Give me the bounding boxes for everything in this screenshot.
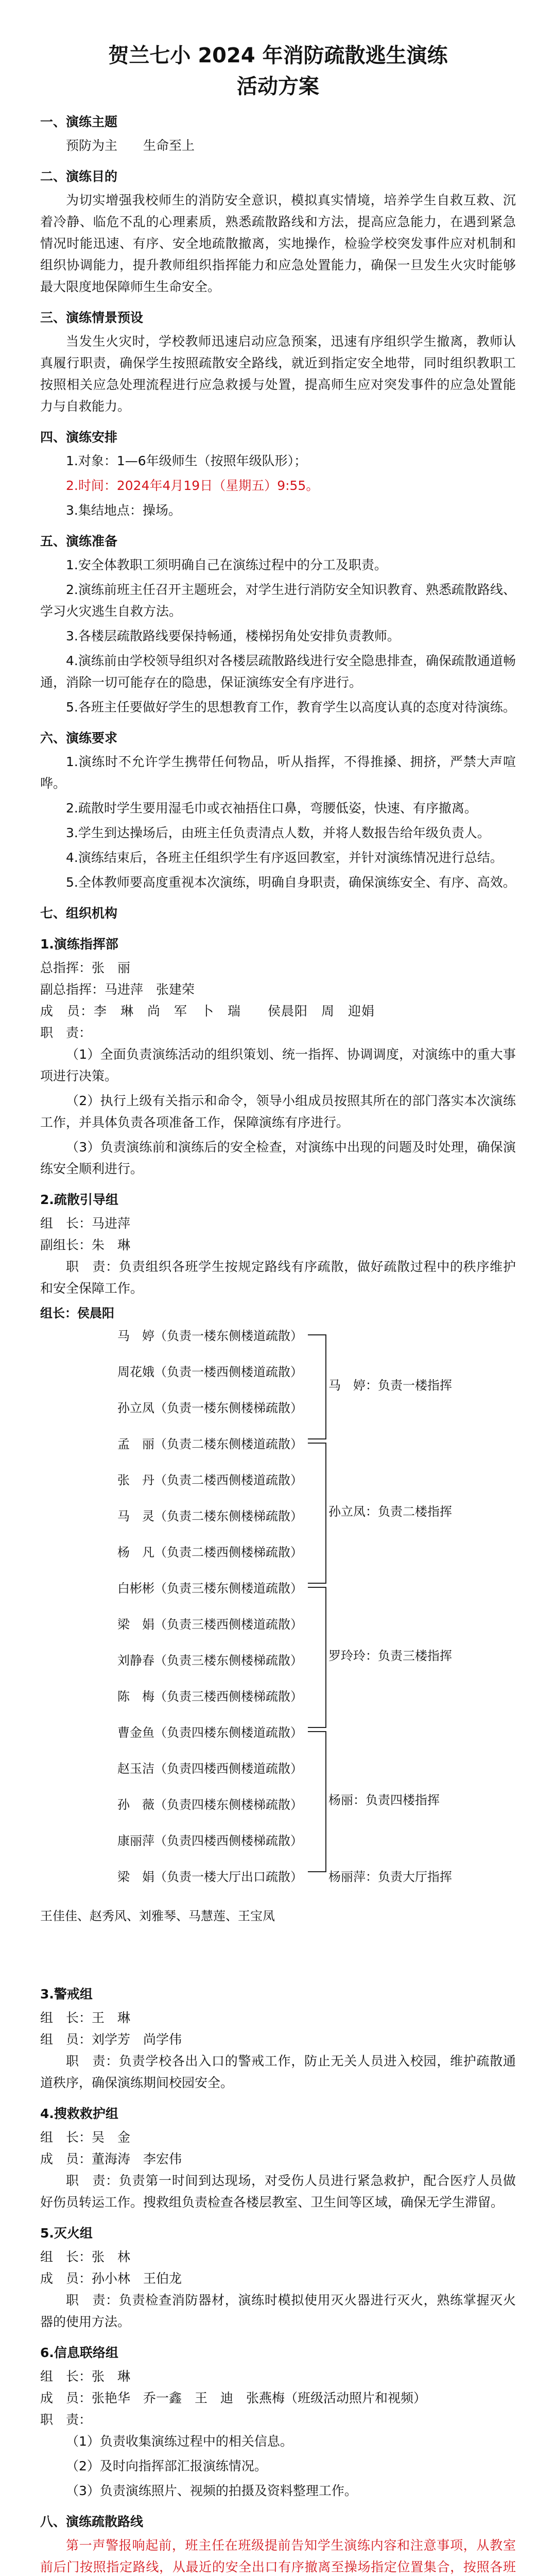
section-heading: 一、演练主题	[40, 114, 118, 129]
list-item: 3.学生到达操场后，由班主任负责清点人数，并将人数报告给年级负责人。	[66, 825, 490, 840]
group-duty: 职 责：负责第一时间到达现场，对受伤人员进行紧急救护，配合医疗人员做好伤员转运工作。搜救组负责检查各楼层教室、卫生间等区域，确保无学生滞留。	[40, 2173, 516, 2210]
group-leader: 组 长：王 琳	[40, 2010, 131, 2025]
list-item: 1.安全体教职工须明确自己在演练过程中的分工及职责。	[66, 557, 387, 572]
lead-row: 总指挥：张 丽	[40, 960, 131, 975]
section-heading: 四、演练安排	[40, 430, 118, 445]
group-member: 组 员：刘学芳 尚学伟	[40, 2032, 182, 2047]
group-leader: 组 长：吴 金	[40, 2130, 131, 2145]
subsection-heading: 2.疏散引导组	[40, 1192, 118, 1207]
org-brace	[308, 1443, 326, 1584]
list-item: 5.各班主任要做好学生的思想教育工作，教育学生以高度认真的态度对待演练。	[66, 700, 516, 715]
list-item: 5.全体教师要高度重视本次演练，明确自身职责，确保演练安全、有序、高效。	[66, 875, 516, 890]
org-chart	[40, 1304, 516, 1974]
org-row: 周花娥（负责一楼西侧楼道疏散）	[117, 1365, 303, 1379]
list-item: 3.集结地点：操场。	[66, 503, 181, 518]
group-duty: 职 责：负责学校各出入口的警戒工作，防止无关人员进入校园，维护疏散通道秩序，确保演练期间校园安全。	[40, 2054, 516, 2090]
duty-heading: 职 责：	[40, 1025, 92, 1040]
subsection-heading: 6.信息联络组	[40, 2345, 118, 2360]
section-heading: 五、演练准备	[40, 534, 118, 549]
org-row: 白彬彬（负责三楼东侧楼道疏散）	[117, 1581, 303, 1596]
org-row: 赵玉洁（负责四楼西侧楼道疏散）	[117, 1761, 303, 1776]
group-member: 成 员：张艳华 乔一鑫 王 迪 张燕梅（班级活动照片和视频）	[40, 2391, 427, 2405]
org-row: 杨 凡（负责二楼西侧楼梯疏散）	[117, 1545, 303, 1560]
subsection-heading: 5.灭火组	[40, 2226, 93, 2241]
org-row: 康丽萍（负责四楼西侧楼梯疏散）	[117, 1834, 303, 1848]
org-row: 梁 娟（负责三楼西侧楼道疏散）	[117, 1617, 303, 1632]
org-row: 马 灵（负责二楼东侧楼梯疏散）	[117, 1509, 303, 1523]
subsection-heading: 4.搜救救护组	[40, 2106, 118, 2121]
document-subtitle: 活动方案	[237, 75, 319, 98]
org-brace	[308, 1587, 326, 1728]
group-member: 成 员：孙小林 王伯龙	[40, 2271, 182, 2286]
group-duty: 职 责：负责检查消防器材，演练时模拟使用灭火器进行灭火，熟练掌握灭火器的使用方法。	[40, 2293, 516, 2329]
section-text: 为切实增强我校师生的消防安全意识，模拟真实情境，培养学生自救互救、沉着冷静、临危不乱的心理素质，熟悉疏散路线和方法，提高应急能力，在遇到紧急情况时能迅速、有序、安全地疏散撤离，实地操作，检验学校突发事件应对机制和组织协调能力，提升教师组织指挥能力和应急处置能力，确保一旦发生火灾时能够最大限度地保障师生生命安全。	[40, 193, 516, 294]
duty-item: （1）负责收集演练过程中的相关信息。	[66, 2434, 293, 2449]
org-tail: 王佳佳、赵秀风、刘雅琴、马慧莲、王宝凤	[40, 1909, 275, 1923]
route-instruction: 第一声警报响起前，班主任在班级提前告知学生演练内容和注意事项，从教室前后门按照指定路线，从最近的安全出口有序撤离至操场指定位置集合，按照各班	[40, 2538, 516, 2574]
group-leader: 组 长：张 琳	[40, 2369, 131, 2384]
list-item-highlight: 2.时间：2024年4月19日（星期五）9:55。	[66, 478, 319, 493]
org-row: 孙 薇（负责四楼东侧楼梯疏散）	[117, 1798, 303, 1812]
duty-item: （2）及时向指挥部汇报演练情况。	[66, 2459, 267, 2473]
group-leader: 组 长：马进萍	[40, 1216, 131, 1231]
org-row: 刘静春（负责三楼东侧楼梯疏散）	[117, 1653, 303, 1668]
section-text: 预防为主 生命至上	[66, 138, 195, 153]
org-supervisor: 孙立凤：负责二楼指挥	[328, 1504, 452, 1519]
subsection-heading: 1.演练指挥部	[40, 937, 118, 952]
document-title: 贺兰七小 2024 年消防疏散逃生演练	[108, 44, 448, 67]
org-leader: 组长：侯晨阳	[40, 1306, 114, 1320]
section-heading: 二、演练目的	[40, 169, 118, 184]
member-row: 成 员：李 琳 尚 军 卜 瑞 侯晨阳 周 迎娟	[40, 1004, 375, 1019]
duty-item: （3）负责演练前和演练后的安全检查，对演练中出现的问题及时处理，确保演练安全顺利进行。	[40, 1140, 516, 1176]
org-row: 陈 梅（负责三楼西侧楼梯疏散）	[117, 1689, 303, 1704]
org-supervisor: 罗玲玲：负责三楼指挥	[328, 1649, 452, 1663]
section-heading: 六、演练要求	[40, 731, 118, 745]
group-leader: 组 长：张 林	[40, 2249, 131, 2264]
duty-item: （2）执行上级有关指示和命令，领导小组成员按照其所在的部门落实本次演练工作，并具体负责各项准备工作，保障演练有序进行。	[40, 1093, 516, 1130]
org-supervisor: 杨丽萍：负责大厅指挥	[328, 1870, 452, 1884]
org-row: 孙立凤（负责一楼东侧楼梯疏散）	[117, 1401, 303, 1415]
org-supervisor: 马 婷：负责一楼指挥	[328, 1378, 452, 1393]
list-item: 3.各楼层疏散路线要保持畅通，楼梯拐角处安排负责教师。	[66, 629, 400, 643]
duty-item: （1）全面负责演练活动的组织策划、统一指挥、协调调度，对演练中的重大事项进行决策。	[40, 1047, 516, 1083]
duty-item: （3）负责演练照片、视频的拍摄及资料整理工作。	[66, 2483, 357, 2498]
section-heading: 三、演练情景预设	[40, 310, 144, 325]
subsection-heading: 3.警戒组	[40, 1987, 93, 2002]
list-item: 4.演练前由学校领导组织对各楼层疏散路线进行安全隐患排查，确保疏散通道畅通，消除一切可能存在的隐患，保证演练安全有序进行。	[40, 653, 516, 690]
org-supervisor: 杨丽：负责四楼指挥	[328, 1793, 440, 1807]
org-brace	[308, 1731, 326, 1872]
list-item: 1.对象：1—6年级师生（按照年级队形）；	[66, 453, 307, 468]
list-item: 1.演练时不允许学生携带任何物品，听从指挥，不得推搡、拥挤，严禁大声喧哗。	[40, 754, 516, 791]
list-item: 4.演练结束后，各班主任组织学生有序返回教室，并针对演练情况进行总结。	[66, 850, 503, 865]
group-duty: 职 责：负责组织各班学生按规定路线有序疏散，做好疏散过程中的秩序维护和安全保障工作。	[40, 1259, 516, 1296]
section-heading: 八、演练疏散路线	[40, 2514, 144, 2529]
list-item: 2.演练前班主任召开主题班会，对学生进行消防安全知识教育、熟悉疏散路线、学习火灾逃生自救方法。	[40, 582, 516, 619]
section-text: 当发生火灾时，学校教师迅速启动应急预案，迅速有序组织学生撤离，教师认真履行职责，确保学生按照疏散安全路线，就近到指定安全地带，同时组织教职工按照相关应急处理流程进行应急救援与处置，提高师生应对突发事件的应急处置能力与自救能力。	[40, 334, 516, 414]
org-brace	[308, 1334, 326, 1439]
group-member: 副组长：朱 琳	[40, 1238, 131, 1252]
document-body	[0, 111, 556, 2576]
org-row: 马 婷（负责一楼东侧楼道疏散）	[117, 1329, 303, 1343]
org-row: 曹金鱼（负责四楼东侧楼道疏散）	[117, 1725, 303, 1740]
list-item: 2.疏散时学生要用湿毛巾或衣袖捂住口鼻，弯腰低姿，快速、有序撤离。	[66, 801, 477, 816]
section-heading: 七、组织机构	[40, 906, 118, 921]
group-member: 成 员：董海涛 李宏伟	[40, 2151, 182, 2166]
org-row: 孟 丽（负责二楼东侧楼道疏散）	[117, 1437, 303, 1451]
org-row: 梁 娟（负责一楼大厅出口疏散）	[117, 1870, 303, 1884]
lead-row: 副总指挥：马进萍 张建荣	[40, 982, 195, 997]
org-row: 张 丹（负责二楼西侧楼道疏散）	[117, 1473, 303, 1487]
group-duty: 职 责：	[40, 2412, 92, 2427]
